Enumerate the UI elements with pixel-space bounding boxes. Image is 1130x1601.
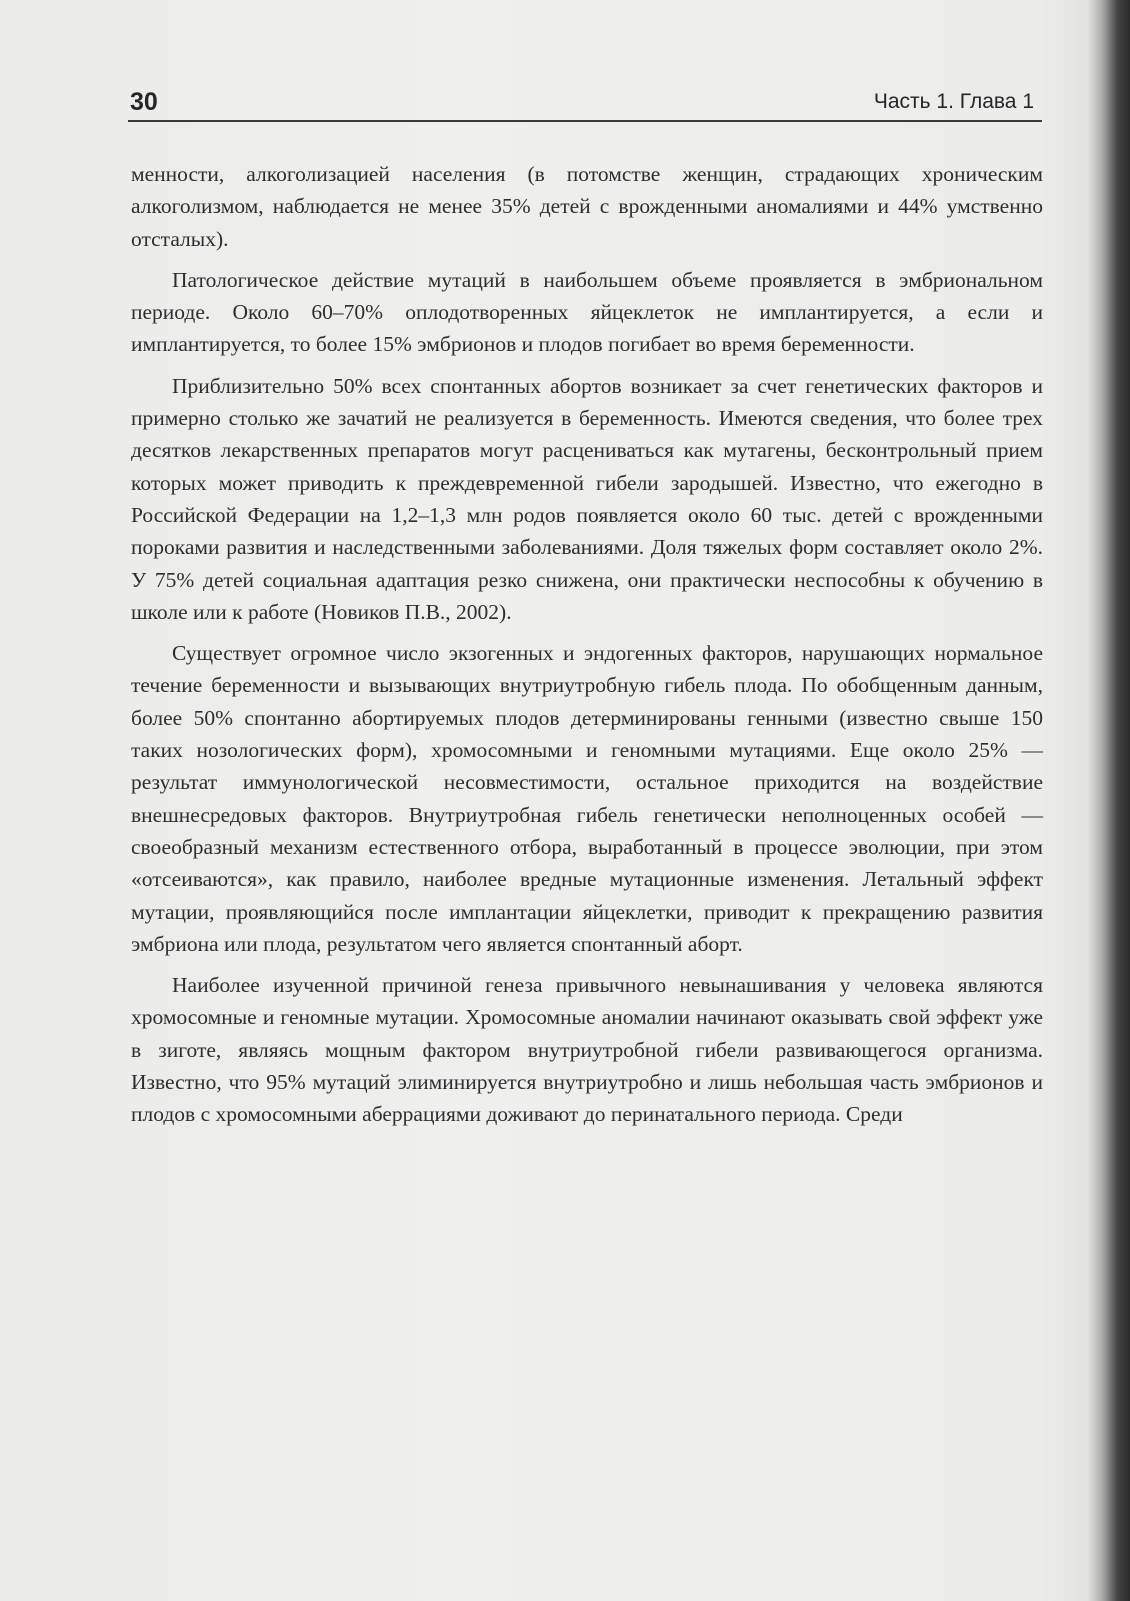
paragraph-2: Патологическое действие мутаций в наибольшем объеме проявляется в эмбриональном периоде. Около 60–70% оплодотворенных яйцеклеток не имплантируется, а если и имплантируется, то более 15% эмбрионов и плодов погибает во время беременности.: [131, 267, 1043, 357]
running-head: Часть 1. Глава 1: [873, 90, 1034, 113]
paragraph-4: Существует огромное число экзогенных и эндогенных факторов, нарушающих нормальное течение беременности и вызывающих внутриутробную гибель плода. По обобщенным данным, более 50% спонтанно абортируемых плодов детерминированы генными (известно свыше 150 таких нозологических форм), хромосомными и геномными мутациями. Еще около 25% — результат иммунологической несовместимости, остальное приходится на воздействие внешнесредовых факторов. Внутриутробная гибель генетически неполноценных особей — своеобразный механизм естественного отбора, выработанный в процессе эволюции, при этом «отсеиваются», как правило, наиболее вредные мутационные изменения. Летальный эффект мутации, проявляющийся после имплантации яйцеклетки, приводит к прекращению развития эмбриона или плода, результатом чего является спонтанный аборт.: [131, 641, 1043, 956]
paragraph-1: менности, алкоголизацией населения (в потомстве женщин, страдающих хроническим алкоголизмом, наблюдается не менее 35% детей с врожденными аномалиями и 44% умственно отсталых).: [131, 162, 1043, 251]
paragraph-5: Наиболее изученной причиной генеза привычного невынашивания у человека являются хромосомные и геномные мутации. Хромосомные аномалии начинают оказывать свой эффект уже в зиготе, являясь мощным фактором внутриутробной гибели развивающегося организма. Известно, что 95% мутаций элиминируется внутриутробно и лишь небольшая часть эмбрионов и плодов с хромосомными аберрациями доживают до перинатального периода. Среди: [131, 973, 1043, 1127]
binding-shadow: [1088, 0, 1130, 1601]
body-text: [131, 158, 1043, 1140]
paragraph-3: Приблизительно 50% всех спонтанных абортов возникает за счет генетических факторов и примерно столько же зачатий не реализуется в беременность. Имеются сведения, что более трех десятков лекарственных препаратов могут расцениваться как мутагены, бесконтрольный прием которых может приводить к преждевременной гибели зародышей. Известно, что ежегодно в Российской Федерации на 1,2–1,3 млн родов появляется около 60 тыс. детей с врожденными пороками развития и наследственными заболеваниями. Доля тяжелых форм составляет около 2%. У 75% детей социальная адаптация резко снижена, они практически неспособны к обучению в школе или к работе (Новиков П.В., 2002).: [131, 373, 1043, 624]
page-number: 30: [130, 88, 158, 116]
page-header: [128, 86, 1042, 122]
